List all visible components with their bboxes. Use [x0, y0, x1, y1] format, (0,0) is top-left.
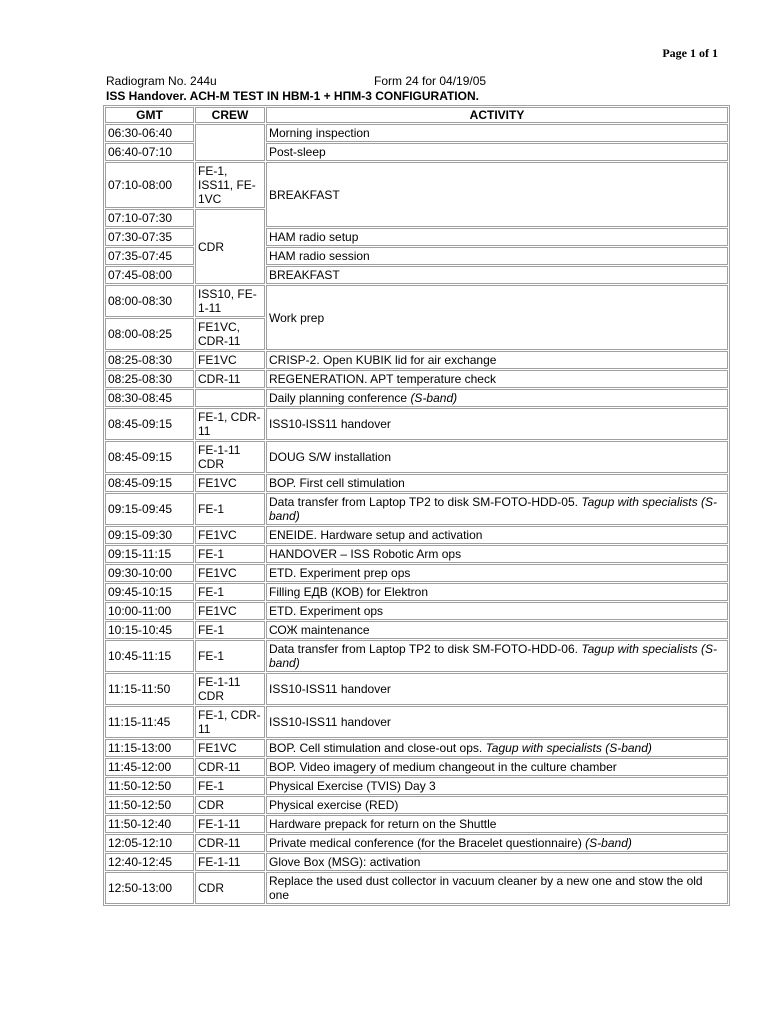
activity-cell: Glove Box (MSG): activation: [266, 853, 728, 871]
gmt-cell: 11:50-12:40: [105, 815, 194, 833]
document-header: [106, 74, 726, 88]
gmt-cell: 07:35-07:45: [105, 247, 194, 265]
table-row: [105, 706, 728, 738]
crew-cell: CDR: [195, 796, 265, 814]
column-header-crew: CREW: [195, 107, 265, 123]
crew-cell: FE1VC: [195, 739, 265, 757]
table-row: [105, 872, 728, 904]
crew-cell: FE1VC: [195, 602, 265, 620]
gmt-cell: 08:45-09:15: [105, 408, 194, 440]
table-row: [105, 758, 728, 776]
crew-cell: [195, 389, 265, 407]
activity-cell: ISS10-ISS11 handover: [266, 673, 728, 705]
crew-cell: FE-1: [195, 545, 265, 563]
crew-cell: FE-1: [195, 777, 265, 795]
table-header-row: [105, 107, 728, 123]
activity-cell: Work prep: [266, 285, 728, 350]
crew-cell: FE-1-11 CDR: [195, 441, 265, 473]
table-row: [105, 777, 728, 795]
activity-cell: Data transfer from Laptop TP2 to disk SM-FOTO-HDD-06. Tagup with specialists (S-band): [266, 640, 728, 672]
gmt-cell: 09:30-10:00: [105, 564, 194, 582]
activity-cell: СОЖ maintenance: [266, 621, 728, 639]
activity-cell: Daily planning conference (S-band): [266, 389, 728, 407]
table-row: [105, 124, 728, 142]
table-row: [105, 815, 728, 833]
gmt-cell: 08:00-08:30: [105, 285, 194, 317]
gmt-cell: 11:15-11:45: [105, 706, 194, 738]
table-row: [105, 796, 728, 814]
table-row: [105, 285, 728, 317]
table-row: [105, 545, 728, 563]
table-row: [105, 493, 728, 525]
gmt-cell: 06:30-06:40: [105, 124, 194, 142]
gmt-cell: 09:15-09:30: [105, 526, 194, 544]
crew-cell: FE-1: [195, 621, 265, 639]
crew-cell: FE-1-11: [195, 815, 265, 833]
table-row: [105, 640, 728, 672]
activity-cell: BOP. First cell stimulation: [266, 474, 728, 492]
crew-cell: FE-1: [195, 583, 265, 601]
column-header-gmt: GMT: [105, 107, 194, 123]
gmt-cell: 07:45-08:00: [105, 266, 194, 284]
table-row: [105, 526, 728, 544]
crew-cell: ISS10, FE-1-11: [195, 285, 265, 317]
table-row: [105, 564, 728, 582]
document-subtitle: ISS Handover. ACH-M TEST IN HBM-1 + HПM-3 CONFIGURATION.: [106, 89, 479, 103]
gmt-cell: 08:45-09:15: [105, 474, 194, 492]
activity-cell: ISS10-ISS11 handover: [266, 408, 728, 440]
table-row: [105, 583, 728, 601]
table-row: [105, 834, 728, 852]
activity-cell: HAM radio session: [266, 247, 728, 265]
gmt-cell: 12:40-12:45: [105, 853, 194, 871]
gmt-cell: 10:00-11:00: [105, 602, 194, 620]
crew-cell: FE-1, ISS11, FE-1VC: [195, 162, 265, 208]
activity-cell: Physical exercise (RED): [266, 796, 728, 814]
crew-cell: CDR-11: [195, 834, 265, 852]
crew-cell: FE1VC: [195, 564, 265, 582]
crew-cell: FE1VC, CDR-11: [195, 318, 265, 350]
crew-cell: FE-1: [195, 640, 265, 672]
table-row: [105, 389, 728, 407]
activity-cell: HAM radio setup: [266, 228, 728, 246]
gmt-cell: 09:45-10:15: [105, 583, 194, 601]
gmt-cell: 08:25-08:30: [105, 370, 194, 388]
gmt-cell: 07:10-08:00: [105, 162, 194, 208]
crew-cell: CDR: [195, 209, 265, 284]
gmt-cell: 11:15-13:00: [105, 739, 194, 757]
activity-cell: CRISP-2. Open KUBIK lid for air exchange: [266, 351, 728, 369]
crew-cell: CDR-11: [195, 758, 265, 776]
activity-cell: REGENERATION. APT temperature check: [266, 370, 728, 388]
crew-cell: FE-1, CDR-11: [195, 706, 265, 738]
gmt-cell: 07:10-07:30: [105, 209, 194, 227]
crew-cell: FE-1, CDR-11: [195, 408, 265, 440]
table-row: [105, 351, 728, 369]
table-row: [105, 474, 728, 492]
crew-cell: [195, 124, 265, 161]
schedule-table: [103, 105, 730, 906]
radiogram-number: Radiogram No. 244u: [106, 74, 217, 88]
activity-cell: BREAKFAST: [266, 162, 728, 227]
table-row: [105, 602, 728, 620]
gmt-cell: 12:50-13:00: [105, 872, 194, 904]
crew-cell: CDR-11: [195, 370, 265, 388]
gmt-cell: 10:15-10:45: [105, 621, 194, 639]
crew-cell: FE1VC: [195, 474, 265, 492]
crew-cell: FE1VC: [195, 351, 265, 369]
column-header-activity: ACTIVITY: [266, 107, 728, 123]
table-row: [105, 853, 728, 871]
activity-cell: Post-sleep: [266, 143, 728, 161]
gmt-cell: 11:50-12:50: [105, 777, 194, 795]
activity-cell: ISS10-ISS11 handover: [266, 706, 728, 738]
gmt-cell: 11:15-11:50: [105, 673, 194, 705]
activity-cell: HANDOVER – ISS Robotic Arm ops: [266, 545, 728, 563]
gmt-cell: 11:45-12:00: [105, 758, 194, 776]
crew-cell: FE-1-11 CDR: [195, 673, 265, 705]
table-row: [105, 162, 728, 208]
activity-cell: DOUG S/W installation: [266, 441, 728, 473]
gmt-cell: 11:50-12:50: [105, 796, 194, 814]
crew-cell: CDR: [195, 872, 265, 904]
gmt-cell: 09:15-09:45: [105, 493, 194, 525]
activity-cell: ETD. Experiment prep ops: [266, 564, 728, 582]
gmt-cell: 09:15-11:15: [105, 545, 194, 563]
crew-cell: FE1VC: [195, 526, 265, 544]
table-row: [105, 408, 728, 440]
gmt-cell: 08:00-08:25: [105, 318, 194, 350]
activity-cell: BOP. Cell stimulation and close-out ops. Tagup with specialists (S-band): [266, 739, 728, 757]
table-row: [105, 673, 728, 705]
form-number: Form 24 for 04/19/05: [374, 74, 487, 88]
table-row: [105, 370, 728, 388]
gmt-cell: 08:45-09:15: [105, 441, 194, 473]
gmt-cell: 12:05-12:10: [105, 834, 194, 852]
gmt-cell: 10:45-11:15: [105, 640, 194, 672]
page-number: Page 1 of 1: [662, 46, 718, 60]
gmt-cell: 06:40-07:10: [105, 143, 194, 161]
table-row: [105, 621, 728, 639]
activity-cell: BREAKFAST: [266, 266, 728, 284]
activity-cell: Physical Exercise (TVIS) Day 3: [266, 777, 728, 795]
activity-cell: ETD. Experiment ops: [266, 602, 728, 620]
activity-cell: Morning inspection: [266, 124, 728, 142]
activity-cell: Data transfer from Laptop TP2 to disk SM-FOTO-HDD-05. Tagup with specialists (S-band): [266, 493, 728, 525]
activity-cell: BOP. Video imagery of medium changeout in the culture chamber: [266, 758, 728, 776]
activity-cell: Hardware prepack for return on the Shuttle: [266, 815, 728, 833]
activity-cell: Private medical conference (for the Bracelet questionnaire) (S-band): [266, 834, 728, 852]
crew-cell: FE-1: [195, 493, 265, 525]
crew-cell: FE-1-11: [195, 853, 265, 871]
gmt-cell: 08:30-08:45: [105, 389, 194, 407]
gmt-cell: 08:25-08:30: [105, 351, 194, 369]
activity-cell: ENEIDE. Hardware setup and activation: [266, 526, 728, 544]
gmt-cell: 07:30-07:35: [105, 228, 194, 246]
table-row: [105, 739, 728, 757]
table-row: [105, 441, 728, 473]
activity-cell: Replace the used dust collector in vacuum cleaner by a new one and stow the old one: [266, 872, 728, 904]
activity-cell: Filling ЕДВ (КОВ) for Elektron: [266, 583, 728, 601]
